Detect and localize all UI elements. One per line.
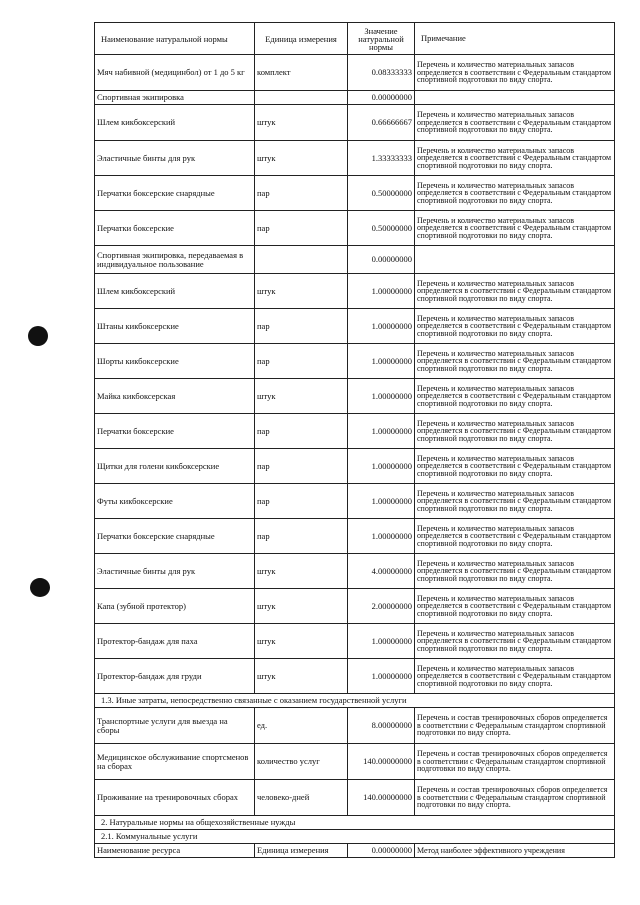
cell-note: Перечень и количество материальных запасов определяется в соответствии с Федеральным стандартом спортивной подготовки по виду спорта. (415, 176, 615, 211)
table-row (95, 659, 615, 694)
cell-name: Эластичные бинты для рук (95, 554, 255, 589)
cell-value: 0.50000000 (348, 176, 415, 211)
punch-hole-top (28, 326, 48, 346)
cell-note: Перечень и количество материальных запасов определяется в соответствии с Федеральным стандартом спортивной подготовки по виду спорта. (415, 379, 615, 414)
cell-value: 0.00000000 (348, 246, 415, 274)
cell-name: Эластичные бинты для рук (95, 141, 255, 176)
table-row (95, 708, 615, 744)
cell-unit: штук (255, 589, 348, 624)
cell-note: Перечень и состав тренировочных сборов определяется в соответствии с Федеральным стандартом спортивной подготовки по виду спорта. (415, 780, 615, 816)
cell-note: Перечень и количество материальных запасов определяется в соответствии с Федеральным стандартом спортивной подготовки по виду спорта. (415, 344, 615, 379)
cell-value: 0.00000000 (348, 91, 415, 105)
cell-name: Шлем кикбоксерский (95, 274, 255, 309)
cell-unit: штук (255, 274, 348, 309)
table-row (95, 246, 615, 274)
cell-unit: штук (255, 141, 348, 176)
cell-note: Перечень и количество материальных запасов определяется в соответствии с Федеральным стандартом спортивной подготовки по виду спорта. (415, 309, 615, 344)
cell-note: Перечень и количество материальных запасов определяется в соответствии с Федеральным стандартом спортивной подготовки по виду спорта. (415, 484, 615, 519)
cell-name: Капа (зубной протектор) (95, 589, 255, 624)
cell-unit: пар (255, 211, 348, 246)
cell-name: Шлем кикбоксерский (95, 105, 255, 141)
cell-unit: штук (255, 379, 348, 414)
cell-value: 140.00000000 (348, 780, 415, 816)
cell-unit: Единица измерения (255, 844, 348, 858)
table-row (95, 780, 615, 816)
table-row (95, 449, 615, 484)
cell-unit: пар (255, 484, 348, 519)
table-row (95, 141, 615, 176)
cell-value: 4.00000000 (348, 554, 415, 589)
cell-unit: человеко-дней (255, 780, 348, 816)
cell-unit: штук (255, 105, 348, 141)
table-row (95, 344, 615, 379)
cell-note: Перечень и количество материальных запасов определяется в соответствии с Федеральным стандартом спортивной подготовки по виду спорта. (415, 589, 615, 624)
natural-norms-table (94, 22, 615, 858)
table-row (95, 624, 615, 659)
cell-name: Футы кикбоксерские (95, 484, 255, 519)
cell-value: 8.00000000 (348, 708, 415, 744)
cell-name: Транспортные услуги для выезда на сборы (95, 708, 255, 744)
cell-note: Метод наиболее эффективного учреждения (415, 844, 615, 858)
cell-unit: штук (255, 624, 348, 659)
cell-note: Перечень и количество материальных запасов определяется в соответствии с Федеральным стандартом спортивной подготовки по виду спорта. (415, 211, 615, 246)
cell-note: Перечень и состав тренировочных сборов определяется в соответствии с Федеральным стандартом спортивной подготовки по виду спорта. (415, 744, 615, 780)
cell-name: Медицинское обслуживание спортсменов на сборах (95, 744, 255, 780)
cell-note (415, 91, 615, 105)
header-name: Наименование натуральной нормы (95, 23, 255, 55)
cell-unit: количество услуг (255, 744, 348, 780)
cell-unit: штук (255, 554, 348, 589)
cell-value: 0.66666667 (348, 105, 415, 141)
section-row (95, 816, 615, 830)
table-row (95, 91, 615, 105)
table-row (95, 55, 615, 91)
cell-unit (255, 246, 348, 274)
table-body (95, 55, 615, 858)
cell-unit: пар (255, 519, 348, 554)
cell-name: Щитки для голени кикбоксерские (95, 449, 255, 484)
cell-unit: пар (255, 309, 348, 344)
cell-value: 1.00000000 (348, 274, 415, 309)
cell-name: Спортивная экипировка, передаваемая в индивидуальное пользование (95, 246, 255, 274)
cell-note: Перечень и количество материальных запасов определяется в соответствии с Федеральным стандартом спортивной подготовки по виду спорта. (415, 624, 615, 659)
cell-name: Шорты кикбоксерские (95, 344, 255, 379)
cell-note: Перечень и состав тренировочных сборов определяется в соответствии с Федеральным стандартом спортивной подготовки по виду спорта. (415, 708, 615, 744)
cell-value: 140.00000000 (348, 744, 415, 780)
table-row (95, 176, 615, 211)
header-note: Примечание (415, 23, 615, 55)
section-row (95, 830, 615, 844)
table-row (95, 744, 615, 780)
cell-name: Перчатки боксерские снарядные (95, 519, 255, 554)
section-title: 1.3. Иные затраты, непосредственно связанные с оказанием государственной услуги (95, 694, 615, 708)
table-row (95, 414, 615, 449)
cell-note: Перечень и количество материальных запасов определяется в соответствии с Федеральным стандартом спортивной подготовки по виду спорта. (415, 274, 615, 309)
cell-name: Мяч набивной (медицинбол) от 1 до 5 кг (95, 55, 255, 91)
cell-note: Перечень и количество материальных запасов определяется в соответствии с Федеральным стандартом спортивной подготовки по виду спорта. (415, 554, 615, 589)
cell-unit: пар (255, 414, 348, 449)
cell-value: 1.00000000 (348, 659, 415, 694)
table-header-row (95, 23, 615, 55)
header-value: Значение натуральной нормы (348, 23, 415, 55)
cell-unit (255, 91, 348, 105)
cell-value: 1.00000000 (348, 414, 415, 449)
cell-name: Перчатки боксерские (95, 211, 255, 246)
table-row (95, 309, 615, 344)
cell-unit: пар (255, 344, 348, 379)
cell-name: Спортивная экипировка (95, 91, 255, 105)
table-row (95, 274, 615, 309)
cell-note: Перечень и количество материальных запасов определяется в соответствии с Федеральным стандартом спортивной подготовки по виду спорта. (415, 449, 615, 484)
cell-note: Перечень и количество материальных запасов определяется в соответствии с Федеральным стандартом спортивной подготовки по виду спорта. (415, 659, 615, 694)
cell-value: 0.00000000 (348, 844, 415, 858)
cell-value: 1.00000000 (348, 344, 415, 379)
cell-name: Перчатки боксерские (95, 414, 255, 449)
table-row (95, 211, 615, 246)
cell-value: 1.00000000 (348, 379, 415, 414)
section-row (95, 694, 615, 708)
cell-name: Перчатки боксерские снарядные (95, 176, 255, 211)
cell-value: 1.00000000 (348, 624, 415, 659)
cell-unit: комплект (255, 55, 348, 91)
cell-note (415, 246, 615, 274)
punch-hole-bottom (30, 578, 50, 597)
table-row (95, 844, 615, 858)
cell-name: Наименование ресурса (95, 844, 255, 858)
cell-unit: пар (255, 449, 348, 484)
cell-name: Майка кикбоксерская (95, 379, 255, 414)
cell-name: Протектор-бандаж для паха (95, 624, 255, 659)
cell-value: 0.08333333 (348, 55, 415, 91)
cell-note: Перечень и количество материальных запасов определяется в соответствии с Федеральным стандартом спортивной подготовки по виду спорта. (415, 141, 615, 176)
section-title: 2. Натуральные нормы на общехозяйственные нужды (95, 816, 615, 830)
table-row (95, 484, 615, 519)
cell-value: 1.33333333 (348, 141, 415, 176)
cell-note: Перечень и количество материальных запасов определяется в соответствии с Федеральным стандартом спортивной подготовки по виду спорта. (415, 414, 615, 449)
table-row (95, 554, 615, 589)
cell-unit: пар (255, 176, 348, 211)
table-row (95, 519, 615, 554)
cell-unit: ед. (255, 708, 348, 744)
header-unit: Единица измерения (255, 23, 348, 55)
table-row (95, 105, 615, 141)
cell-name: Протектор-бандаж для груди (95, 659, 255, 694)
table-row (95, 379, 615, 414)
cell-name: Проживание на тренировочных сборах (95, 780, 255, 816)
cell-unit: штук (255, 659, 348, 694)
table-row (95, 589, 615, 624)
cell-value: 1.00000000 (348, 484, 415, 519)
cell-note: Перечень и количество материальных запасов определяется в соответствии с Федеральным стандартом спортивной подготовки по виду спорта. (415, 55, 615, 91)
cell-value: 1.00000000 (348, 309, 415, 344)
cell-value: 1.00000000 (348, 449, 415, 484)
cell-name: Штаны кикбоксерские (95, 309, 255, 344)
cell-note: Перечень и количество материальных запасов определяется в соответствии с Федеральным стандартом спортивной подготовки по виду спорта. (415, 105, 615, 141)
section-title: 2.1. Коммунальные услуги (95, 830, 615, 844)
cell-value: 0.50000000 (348, 211, 415, 246)
cell-note: Перечень и количество материальных запасов определяется в соответствии с Федеральным стандартом спортивной подготовки по виду спорта. (415, 519, 615, 554)
cell-value: 1.00000000 (348, 519, 415, 554)
cell-value: 2.00000000 (348, 589, 415, 624)
